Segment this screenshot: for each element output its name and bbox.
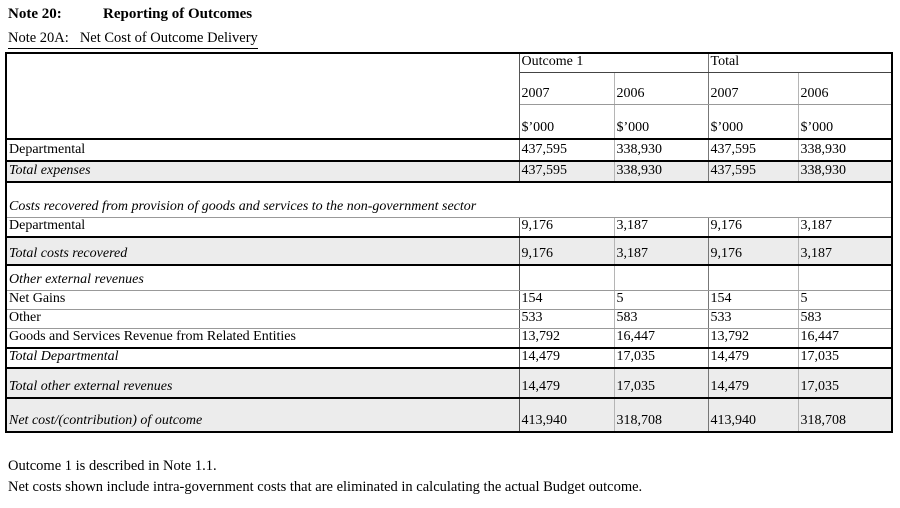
note-subtitle — [8, 30, 258, 49]
units-header: $’000 — [708, 105, 798, 139]
value-cell: 437,595 — [708, 161, 798, 182]
section-heading: Costs recovered from provision of goods and services to the non-government sector — [6, 182, 892, 218]
row-label: Total expenses — [6, 161, 519, 182]
table-row-total-other-external-revenues — [6, 368, 892, 398]
value-cell: 3,187 — [614, 218, 708, 238]
note-title-number: Note 20: — [8, 6, 62, 22]
table-row-departmental-costs — [6, 218, 892, 238]
section-heading: Other external revenues — [6, 265, 519, 290]
year-header: 2006 — [798, 73, 892, 105]
table-header — [6, 53, 892, 139]
note-subtitle-text: Net Cost of Outcome Delivery — [79, 30, 258, 46]
value-cell: 14,479 — [708, 348, 798, 368]
value-cell: 5 — [614, 290, 708, 309]
value-cell — [708, 265, 798, 290]
value-cell: 437,595 — [519, 161, 614, 182]
table-row-other-external-revenues-heading — [6, 265, 892, 290]
value-cell: 533 — [519, 309, 614, 328]
value-cell: 14,479 — [708, 368, 798, 398]
value-cell: 9,176 — [519, 237, 614, 265]
value-cell: 17,035 — [798, 348, 892, 368]
value-cell: 583 — [798, 309, 892, 328]
units-header: $’000 — [614, 105, 708, 139]
table-row-net-cost-of-outcome — [6, 398, 892, 432]
year-header: 2006 — [614, 73, 708, 105]
value-cell: 17,035 — [614, 348, 708, 368]
value-cell: 5 — [798, 290, 892, 309]
row-label: Total other external revenues — [6, 368, 519, 398]
table-row-total-departmental — [6, 348, 892, 368]
year-header: 2007 — [519, 73, 614, 105]
year-header: 2007 — [708, 73, 798, 105]
value-cell: 413,940 — [708, 398, 798, 432]
table-row-total-expenses — [6, 161, 892, 182]
value-cell: 3,187 — [614, 237, 708, 265]
table-row-net-gains — [6, 290, 892, 309]
value-cell: 338,930 — [614, 161, 708, 182]
note-title-text: Reporting of Outcomes — [103, 6, 253, 22]
table-row-costs-recovered-heading — [6, 182, 892, 218]
value-cell: 338,930 — [798, 139, 892, 161]
value-cell: 533 — [708, 309, 798, 328]
row-label: Other — [6, 309, 519, 328]
value-cell: 14,479 — [519, 368, 614, 398]
row-label: Goods and Services Revenue from Related Entities — [6, 328, 519, 348]
footnote-outcome-description: Outcome 1 is described in Note 1.1. — [8, 458, 217, 474]
table-row-total-costs-recovered — [6, 237, 892, 265]
row-label: Net cost/(contribution) of outcome — [6, 398, 519, 432]
value-cell: 154 — [519, 290, 614, 309]
value-cell — [798, 265, 892, 290]
value-cell: 13,792 — [519, 328, 614, 348]
footnotes — [8, 456, 642, 498]
value-cell: 338,930 — [614, 139, 708, 161]
value-cell: 16,447 — [614, 328, 708, 348]
table-row-departmental-expenses — [6, 139, 892, 161]
units-header: $’000 — [519, 105, 614, 139]
value-cell: 318,708 — [614, 398, 708, 432]
value-cell: 14,479 — [519, 348, 614, 368]
value-cell: 9,176 — [708, 218, 798, 238]
value-cell: 413,940 — [519, 398, 614, 432]
value-cell: 9,176 — [708, 237, 798, 265]
label-column-header — [6, 53, 519, 139]
column-group-total: Total — [708, 53, 892, 73]
row-label: Total costs recovered — [6, 237, 519, 265]
value-cell: 3,187 — [798, 218, 892, 238]
value-cell: 154 — [708, 290, 798, 309]
units-header: $’000 — [798, 105, 892, 139]
value-cell: 437,595 — [708, 139, 798, 161]
group-header-row — [6, 53, 892, 73]
column-group-outcome-1: Outcome 1 — [519, 53, 708, 73]
row-label: Total Departmental — [6, 348, 519, 368]
value-cell: 17,035 — [614, 368, 708, 398]
value-cell: 338,930 — [798, 161, 892, 182]
value-cell — [614, 265, 708, 290]
net-cost-of-outcome-table — [5, 52, 893, 433]
table-row-goods-and-services-revenue — [6, 328, 892, 348]
value-cell: 318,708 — [798, 398, 892, 432]
value-cell: 9,176 — [519, 218, 614, 238]
row-label: Departmental — [6, 139, 519, 161]
note-title — [8, 6, 252, 23]
note-subtitle-underline — [8, 30, 258, 49]
row-label: Net Gains — [6, 290, 519, 309]
row-label: Departmental — [6, 218, 519, 238]
value-cell — [519, 265, 614, 290]
value-cell: 437,595 — [519, 139, 614, 161]
value-cell: 3,187 — [798, 237, 892, 265]
value-cell: 583 — [614, 309, 708, 328]
footnote-net-costs: Net costs shown include intra-government costs that are eliminated in calculating the actual Budget outcome. — [8, 479, 643, 495]
value-cell: 13,792 — [708, 328, 798, 348]
table-row-other — [6, 309, 892, 328]
value-cell: 16,447 — [798, 328, 892, 348]
value-cell: 17,035 — [798, 368, 892, 398]
note-subtitle-number: Note 20A: — [8, 30, 69, 46]
table-body — [6, 139, 892, 432]
